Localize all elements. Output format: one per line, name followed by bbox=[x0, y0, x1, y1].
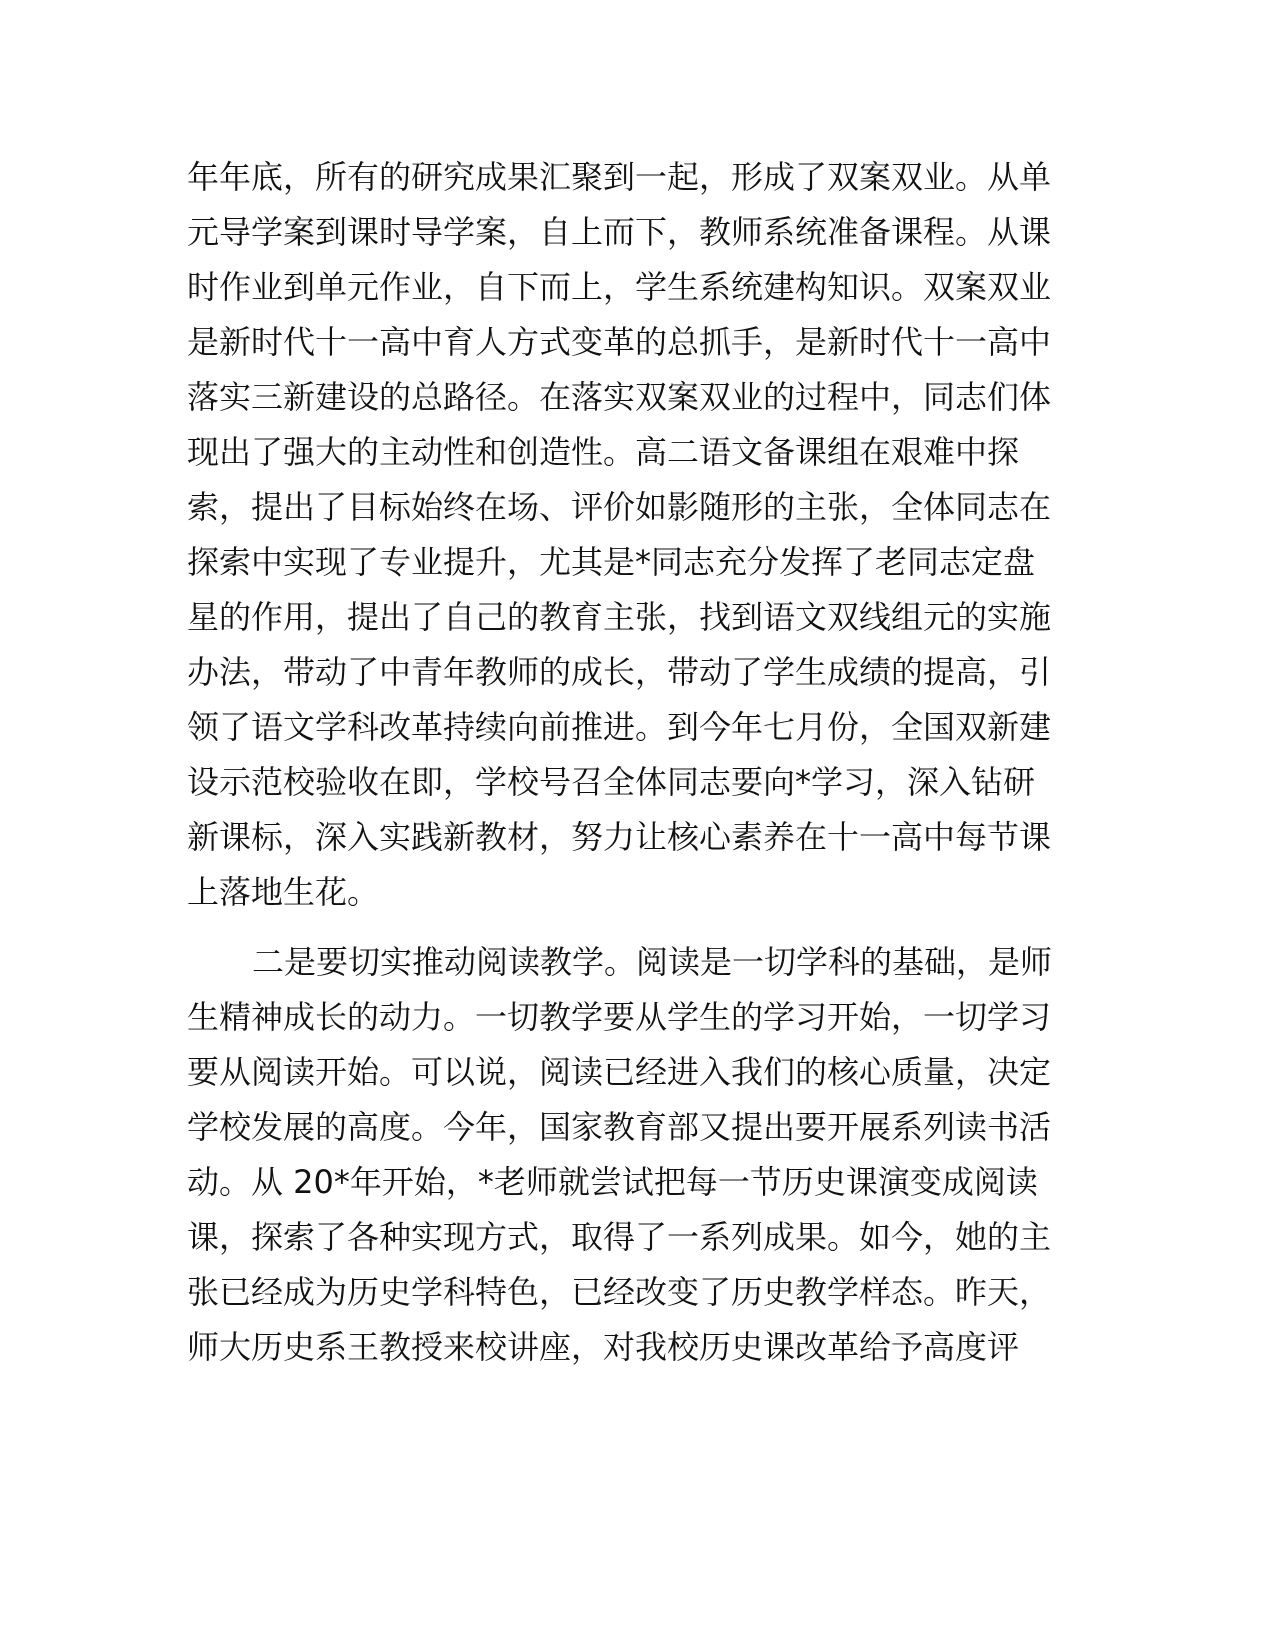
text-line: 师大历史系王教授来校讲座，对我校历史课改革给予高度评 bbox=[187, 1328, 1020, 1366]
text-line: 设示范校验收在即，学校号召全体同志要向*学习，深入钻研 bbox=[187, 763, 1036, 801]
text-line: 办法，带动了中青年教师的成长，带动了学生成绩的提高，引 bbox=[187, 653, 1052, 691]
text-line: 动。从 20*年开始，*老师就尝试把每一节历史课演变成阅读 bbox=[187, 1163, 1038, 1201]
text-line: 年年底，所有的研究成果汇聚到一起，形成了双案双业。从单 bbox=[187, 158, 1052, 196]
text-line: 探索中实现了专业提升，尤其是*同志充分发挥了老同志定盘 bbox=[187, 543, 1036, 581]
text-line: 索，提出了目标始终在场、评价如影随形的主张，全体同志在 bbox=[187, 488, 1052, 526]
text-line: 张已经成为历史学科特色，已经改变了历史教学样态。昨天， bbox=[187, 1273, 1052, 1311]
text-line: 落实三新建设的总路径。在落实双案双业的过程中，同志们体 bbox=[187, 378, 1052, 416]
text-line: 二是要切实推动阅读教学。阅读是一切学科的基础，是师 bbox=[252, 943, 1053, 981]
text-line: 学校发展的高度。今年，国家教育部又提出要开展系列读书活 bbox=[187, 1108, 1052, 1146]
text-line: 要从阅读开始。可以说，阅读已经进入我们的核心质量，决定 bbox=[187, 1053, 1052, 1091]
text-line: 是新时代十一高中育人方式变革的总抓手，是新时代十一高中 bbox=[187, 323, 1052, 361]
text-line: 星的作用，提出了自己的教育主张，找到语文双线组元的实施 bbox=[187, 598, 1052, 636]
text-line: 领了语文学科改革持续向前推进。到今年七月份，全国双新建 bbox=[187, 708, 1052, 746]
text-line: 上落地生花。 bbox=[187, 873, 380, 911]
text-line: 现出了强大的主动性和创造性。高二语文备课组在艰难中探 bbox=[187, 433, 1020, 471]
text-line: 时作业到单元作业，自下而上，学生系统建构知识。双案双业 bbox=[187, 268, 1052, 306]
text-line: 生精神成长的动力。一切教学要从学生的学习开始，一切学习 bbox=[187, 998, 1052, 1036]
text-line: 元导学案到课时导学案，自上而下，教师系统准备课程。从课 bbox=[187, 213, 1052, 251]
text-line: 课，探索了各种实现方式，取得了一系列成果。如今，她的主 bbox=[187, 1218, 1052, 1256]
text-line: 新课标，深入实践新教材，努力让核心素养在十一高中每节课 bbox=[187, 818, 1052, 856]
